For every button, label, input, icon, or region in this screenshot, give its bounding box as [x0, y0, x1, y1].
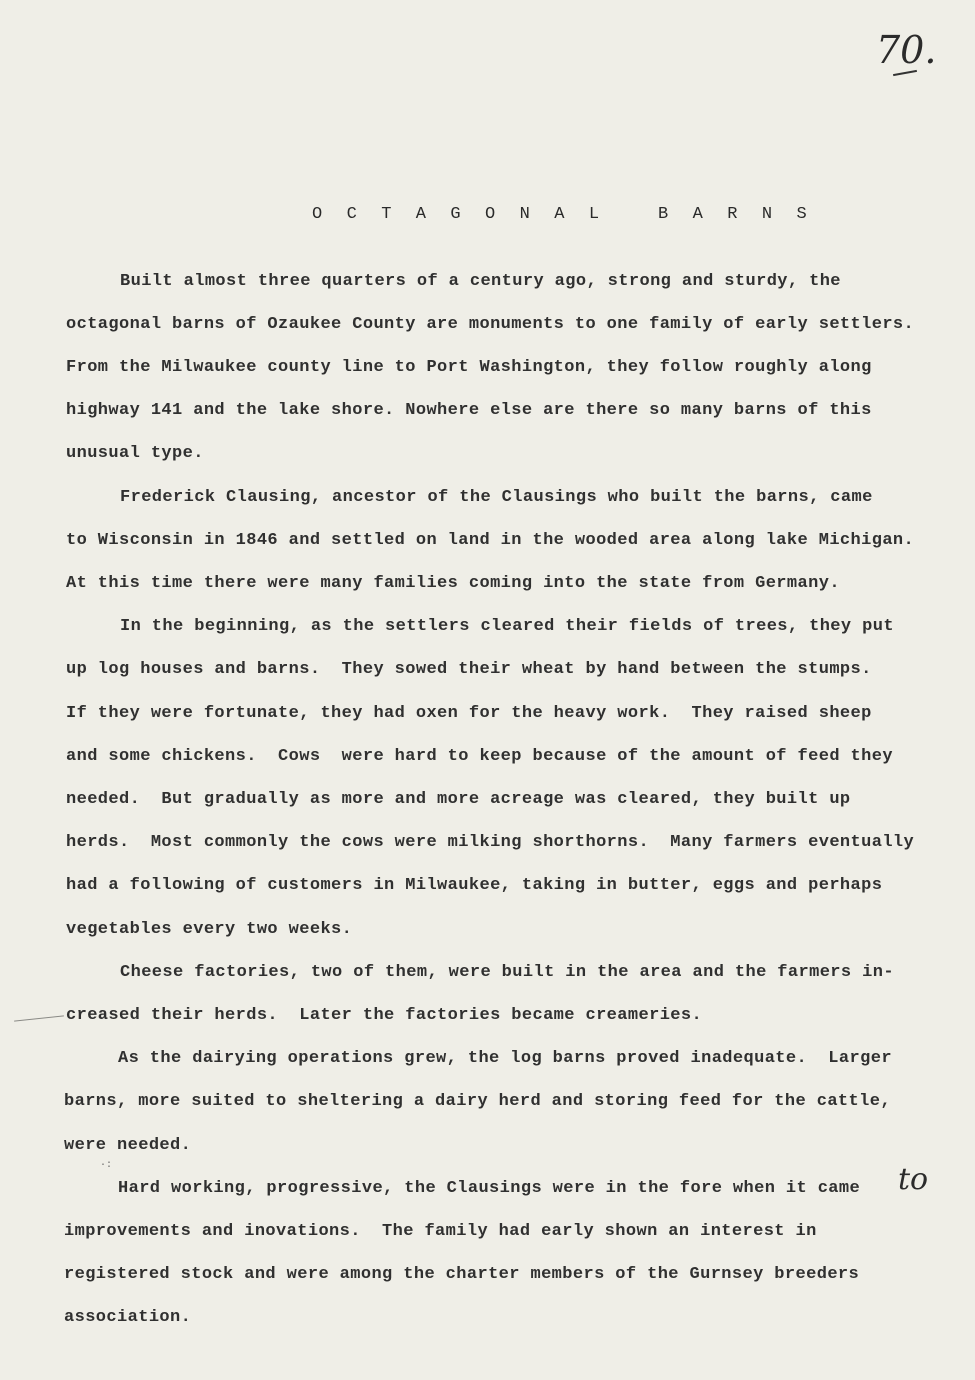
body-line: Built almost three quarters of a century ago, strong and sturdy, the	[120, 272, 841, 291]
body-line: needed. But gradually as more and more acreage was cleared, they built up	[66, 790, 851, 809]
body-line: registered stock and were among the charter members of the Gurnsey breeders	[64, 1265, 860, 1284]
body-line: unusual type.	[66, 444, 204, 463]
body-line: barns, more suited to sheltering a dairy herd and storing feed for the cattle,	[64, 1092, 891, 1111]
body-line: In the beginning, as the settlers cleared their fields of trees, they put	[120, 617, 894, 636]
body-line: vegetables every two weeks.	[66, 920, 353, 939]
margin-pencil-stroke	[14, 1015, 64, 1021]
body-line: association.	[64, 1308, 192, 1327]
body-line: had a following of customers in Milwaukee, taking in butter, eggs and perhaps	[66, 876, 883, 895]
body-line: were needed.	[64, 1136, 192, 1155]
body-line: As the dairying operations grew, the log barns proved inadequate. Larger	[118, 1049, 892, 1068]
body-line: At this time there were many families coming into the state from Germany.	[66, 574, 840, 593]
body-line: highway 141 and the lake shore. Nowhere else are there so many barns of this	[66, 401, 872, 420]
page-number: 70.	[876, 28, 937, 72]
body-line: Cheese factories, two of them, were built in the area and the farmers in-	[120, 963, 894, 982]
body-line: From the Milwaukee county line to Port Washington, they follow roughly along	[66, 358, 872, 377]
body-line: up log houses and barns. They sowed their wheat by hand between the stumps.	[66, 660, 872, 679]
body-line: If they were fortunate, they had oxen for the heavy work. They raised sheep	[66, 704, 872, 723]
body-line: improvements and inovations. The family had early shown an interest in	[64, 1222, 817, 1241]
body-line: and some chickens. Cows were hard to keep because of the amount of feed they	[66, 747, 893, 766]
handwritten-margin-note: to	[898, 1162, 929, 1197]
body-line: Frederick Clausing, ancestor of the Clausings who built the barns, came	[120, 488, 873, 507]
body-line: octagonal barns of Ozaukee County are monuments to one family of early settlers.	[66, 315, 915, 334]
body-line: Hard working, progressive, the Clausings were in the fore when it came	[118, 1179, 861, 1198]
body-line: creased their herds. Later the factories became creameries.	[66, 1006, 703, 1025]
paper-speck: ·:	[100, 1160, 113, 1171]
body-line: herds. Most commonly the cows were milking shorthorns. Many farmers eventually	[66, 833, 915, 852]
body-line: to Wisconsin in 1846 and settled on land in the wooded area along lake Michigan.	[66, 531, 915, 550]
document-title: O C T A G O N A L B A R N S	[312, 205, 814, 224]
